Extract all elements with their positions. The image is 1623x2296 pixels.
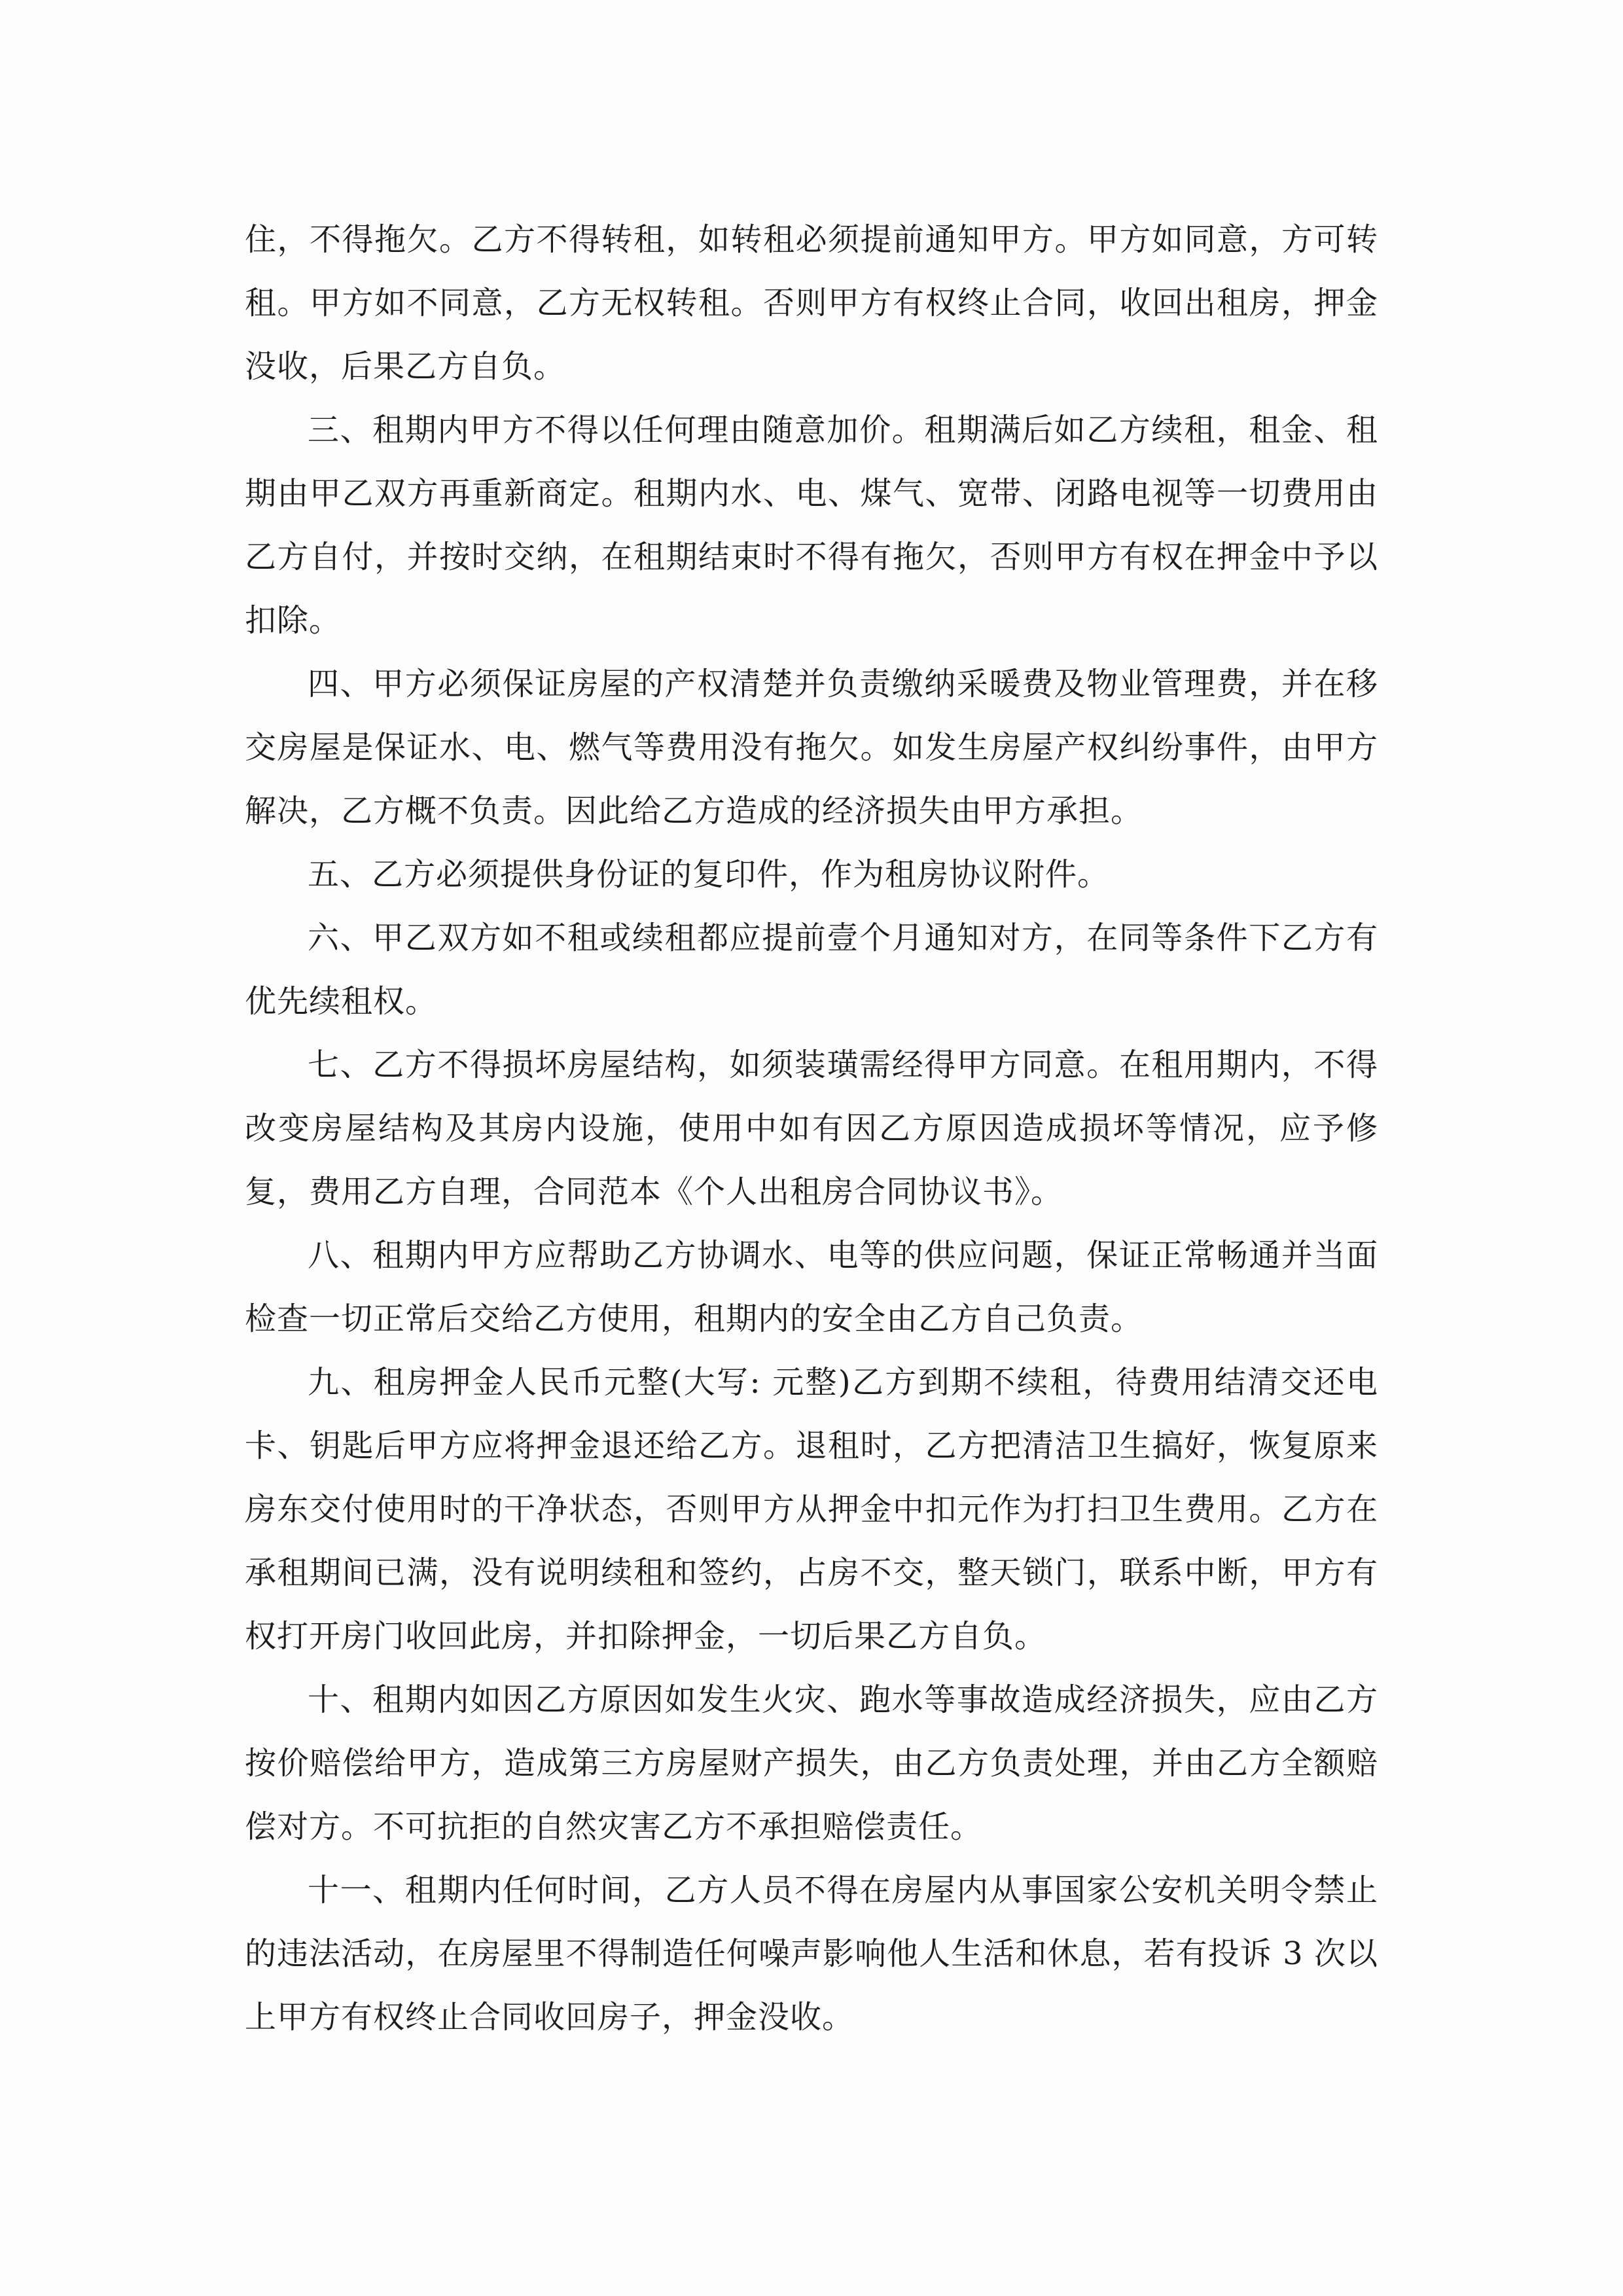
clause-7: 七、乙方不得损坏房屋结构，如须装璜需经得甲方同意。在租用期内，不得改变房屋结构及其房内设施，使用中如有因乙方原因造成损坏等情况，应予修复，费用乙方自理，合同范本《个人出租房合同协议书》。 xyxy=(245,1047,1378,1210)
paragraph-continuation: 住，不得拖欠。乙方不得转租，如转租必须提前通知甲方。甲方如同意，方可转租。甲方如不同意，乙方无权转租。否则甲方有权终止合同，收回出租房，押金没收，后果乙方自负。 xyxy=(245,221,1378,385)
clause-10: 十、租期内如因乙方原因如发生火灾、跑水等事故造成经济损失，应由乙方按价赔偿给甲方，造成第三方房屋财产损失，由乙方负责处理，并由乙方全额赔偿对方。不可抗拒的自然灾害乙方不承担赔偿责任。 xyxy=(245,1681,1378,1845)
clause-3: 三、租期内甲方不得以任何理由随意加价。租期满后如乙方续租，租金、租期由甲乙双方再重新商定。租期内水、电、煤气、宽带、闭路电视等一切费用由乙方自付，并按时交纳，在租期结束时不得有拖欠，否则甲方有权在押金中予以扣除。 xyxy=(245,412,1378,639)
clause-4: 四、甲方必须保证房屋的产权清楚并负责缴纳采暖费及物业管理费，并在移交房屋是保证水、电、燃气等费用没有拖欠。如发生房屋产权纠纷事件，由甲方解决，乙方概不负责。因此给乙方造成的经济损失由甲方承担。 xyxy=(245,666,1378,829)
clause-9: 九、租房押金人民币元整(大写: 元整)乙方到期不续租，待费用结清交还电卡、钥匙后甲方应将押金退还给乙方。退租时，乙方把清洁卫生搞好，恢复原来房东交付使用时的干净状态，否则甲方从押金中扣元作为打扫卫生费用。乙方在承租期间已满，没有说明续租和签约，占房不交，整天锁门，联系中断，甲方有权打开房门收回此房，并扣除押金，一切后果乙方自负。 xyxy=(245,1364,1378,1655)
clause-5: 五、乙方必须提供身份证的复印件，作为租房协议附件。 xyxy=(308,856,1110,893)
clause-6: 六、甲乙双方如不租或续租都应提前壹个月通知对方，在同等条件下乙方有优先续租权。 xyxy=(245,920,1378,1020)
clause-11: 十一、租期内任何时间，乙方人员不得在房屋内从事国家公安机关明令禁止的违法活动，在房屋里不得制造任何噪声影响他人生活和休息，若有投诉 3 次以上甲方有权终止合同收回房子，押金没收。 xyxy=(245,1872,1378,2036)
document-body xyxy=(245,208,1378,2049)
clause-8: 八、租期内甲方应帮助乙方协调水、电等的供应问题，保证正常畅通并当面检查一切正常后交给乙方使用，租期内的安全由乙方自己负责。 xyxy=(245,1237,1378,1337)
